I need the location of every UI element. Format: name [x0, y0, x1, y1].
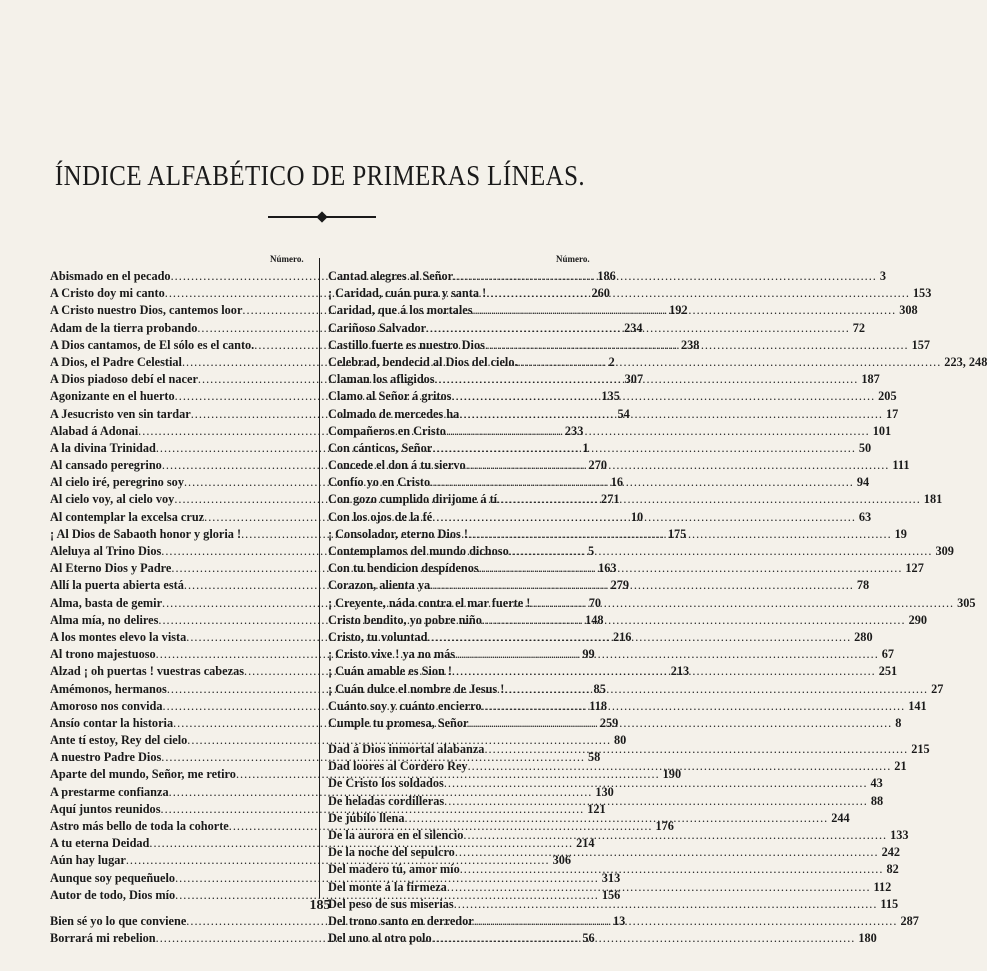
dot-leader: [453, 268, 877, 285]
entry-number: 306: [552, 853, 572, 868]
entry-number: 163: [598, 561, 617, 576]
entry-text: Cumple tu promesa, Señor: [328, 715, 469, 730]
entry-text: Amoroso nos convida: [50, 698, 163, 713]
dot-leader: [509, 543, 933, 560]
entry-text: Cuánto soy y cuánto encierro: [328, 698, 482, 713]
entry-number: 216: [613, 629, 632, 644]
entry-text: Al Eterno Dios y Padre: [50, 561, 172, 576]
dot-leader: [530, 595, 954, 612]
entry-text: A la divina Trinidad: [50, 440, 156, 455]
index-entry: [328, 827, 909, 844]
entry-number: 192: [669, 303, 688, 318]
entry-number: 21: [894, 759, 907, 774]
entry-number: 181: [923, 492, 943, 507]
entry-text: Del uno al otro polo: [328, 931, 432, 946]
entry-text: Al cielo voy, al cielo voy: [50, 492, 175, 507]
entry-number: 99: [582, 647, 595, 662]
entry-number: 2: [608, 354, 615, 369]
index-entry: [328, 612, 928, 629]
entry-number: 307: [624, 372, 644, 387]
entry-text: Autor de todo, Dios mío: [50, 887, 176, 902]
entry-number: 10: [630, 509, 644, 524]
dot-leader: [474, 913, 898, 930]
dot-leader: [444, 793, 868, 810]
entry-text: Contemplamos del mundo dichoso: [328, 544, 509, 558]
dot-leader: [455, 646, 879, 663]
entry-text: A Jesucristo ven sin tardar: [50, 406, 191, 421]
entry-text: A los montes elevo la vista: [50, 629, 187, 644]
entry-text: Alma mía, no delires: [50, 612, 159, 627]
entry-number: 280: [854, 629, 873, 644]
entry-number: 72: [852, 320, 866, 335]
entry-number: 27: [931, 681, 944, 696]
entry-text: Cristo, tu voluntad: [328, 629, 428, 644]
entry-text: Borrará mi rebelion: [50, 931, 156, 946]
dot-leader: [482, 612, 906, 629]
entry-number: 271: [601, 492, 620, 507]
entry-number: 186: [597, 269, 616, 283]
entry-text: Del peso de sus miserias: [328, 896, 454, 911]
dot-leader: [463, 827, 887, 844]
entry-number: 308: [899, 303, 918, 318]
entry-number: 215: [911, 742, 930, 757]
entry-text: ¡ Cuán amable es Sion !: [328, 664, 453, 679]
index-entry: [328, 440, 872, 457]
entry-text: A prestarme confianza: [50, 784, 169, 799]
entry-text: De júbilo llena: [328, 810, 405, 825]
entry-number: 176: [655, 819, 674, 833]
entry-number: 19: [894, 526, 907, 541]
dot-leader: [432, 440, 856, 457]
dot-leader: [485, 337, 909, 354]
entry-number: 3: [879, 269, 887, 283]
entry-text: Alma, basta de gemir: [50, 595, 163, 610]
entry-number: 88: [870, 793, 884, 808]
entry-number: 251: [878, 664, 898, 679]
entry-text: Ante tí estoy, Rey del cielo: [50, 733, 188, 748]
dot-leader: [460, 861, 884, 878]
entry-number: 121: [587, 801, 606, 816]
index-entry: [328, 646, 895, 663]
entry-number: 16: [610, 475, 623, 490]
entry-number: 1: [582, 440, 589, 455]
index-entry: [328, 423, 892, 440]
entry-text: Cariñoso Salvador: [328, 320, 427, 335]
index-entry: [328, 844, 901, 861]
entry-text: Confío yo en Cristo: [328, 475, 431, 490]
entry-text: ¡ Al Dios de Sabaoth honor y gloria !: [50, 526, 242, 541]
entry-number: 223, 248: [944, 354, 987, 369]
entry-number: 58: [587, 750, 601, 765]
entry-text: De la aurora en el silencio: [328, 828, 464, 842]
index-entry: [50, 732, 627, 749]
entry-number: 233: [564, 423, 584, 438]
entry-text: Alabad á Adonai: [50, 423, 139, 438]
entry-number: 234: [624, 320, 643, 335]
entry-text: A Cristo doy mi canto: [50, 286, 165, 301]
entry-number: 290: [908, 612, 928, 627]
entry-text: ¡ Consolador, eterno Dios !: [328, 526, 468, 541]
entry-number: 118: [589, 698, 608, 713]
entry-text: De heladas cordilleras: [328, 793, 445, 808]
entry-number: 82: [886, 862, 899, 877]
entry-number: 270: [588, 458, 607, 473]
entry-text: Amémonos, hermanos: [50, 681, 167, 696]
entry-number: 13: [613, 913, 626, 928]
entry-text: Ansío contar la historia: [50, 715, 174, 730]
entry-number: 130: [595, 784, 614, 799]
section-gap: [328, 732, 596, 741]
entry-text: Castillo fuerte es nuestro Dios: [328, 337, 485, 352]
left-number-header: Número.: [270, 254, 304, 264]
entry-number: 43: [870, 776, 883, 791]
entry-text: ¡ Creyente, náda contra el mar fuerte !: [328, 595, 531, 610]
entry-number: 259: [599, 715, 619, 730]
dot-leader: [444, 775, 868, 792]
dot-leader: [452, 663, 876, 680]
entry-number: 5: [587, 544, 595, 558]
dot-leader: [468, 526, 892, 543]
dot-leader: [405, 810, 829, 827]
entry-number: 190: [662, 767, 682, 782]
entry-text: Aleluya al Trino Dios: [50, 544, 162, 558]
entry-text: Al contemplar la excelsa cruz: [50, 509, 205, 524]
entry-number: 214: [576, 836, 595, 851]
entry-number: 8: [895, 715, 902, 730]
entry-number: 205: [878, 389, 897, 404]
entry-number: 50: [858, 440, 872, 455]
entry-text: Del madero tú, amor mío: [328, 862, 460, 877]
entry-number: 67: [881, 647, 895, 662]
entry-number: 180: [858, 931, 877, 946]
entry-number: 115: [880, 896, 899, 911]
entry-number: 101: [872, 423, 892, 438]
entry-text: De Cristo los soldados: [328, 776, 444, 791]
entry-text: Alzad ¡ oh puertas ! vuestras cabezas: [50, 664, 245, 679]
entry-number: 279: [610, 578, 630, 593]
entry-number: 94: [856, 475, 870, 490]
page-title: ÍNDICE ALFABÉTICO DE PRIMERAS LÍNEAS.: [54, 160, 586, 192]
entry-text: Con cánticos, Señor: [328, 440, 433, 455]
entry-number: 56: [582, 931, 595, 946]
entry-text: Al cansado peregrino: [50, 458, 162, 473]
entry-number: 242: [881, 845, 901, 860]
entry-text: Con tu bendicion despídenos: [328, 561, 479, 576]
entry-text: Claman los afligidos: [328, 372, 435, 387]
dot-leader: [455, 844, 879, 861]
entry-number: 111: [892, 458, 910, 473]
dot-leader: [486, 285, 910, 302]
entry-number: 213: [670, 664, 690, 679]
entry-text: A Dios cantamos, de El sólo es el canto.: [50, 337, 255, 352]
entry-text: Corazon, alienta ya: [328, 578, 431, 593]
entry-text: A Dios piadoso debí el nacer: [50, 372, 198, 387]
entry-text: Agonizante en el huerto: [50, 389, 175, 404]
entry-text: ¡ Cuán dulce el nombre de Jesus !: [328, 681, 505, 696]
index-entry: [328, 930, 877, 947]
dot-leader: [466, 457, 890, 474]
entry-number: 63: [858, 509, 872, 524]
entry-number: 70: [588, 595, 602, 610]
entry-text: ¡ Caridad, cuán pura y santa !: [328, 286, 487, 301]
dot-leader: [459, 406, 883, 423]
entry-text: Del monte á la firmeza: [328, 879, 447, 894]
entry-number: 287: [900, 913, 919, 928]
dot-leader: [484, 741, 908, 758]
dot-leader: [451, 388, 875, 405]
entry-text: Adam de la tierra probando: [50, 320, 198, 335]
entry-text: Aquí juntos reunidos: [50, 801, 161, 816]
dot-leader: [432, 509, 856, 526]
entry-number: 54: [617, 406, 630, 421]
dot-leader: [447, 879, 871, 896]
dot-leader: [468, 758, 892, 775]
dot-leader: [473, 302, 897, 319]
entry-number: 148: [585, 612, 604, 627]
entry-text: A Dios, el Padre Celestial: [50, 354, 182, 369]
entry-text: A nuestro Padre Dios: [50, 750, 162, 765]
entry-text: Celebrad, bendecid al Dios del cielo.: [328, 354, 518, 369]
entry-number: 78: [856, 578, 870, 593]
entry-text: Clamo al Señor á gritos: [328, 389, 452, 404]
entry-number: 156: [601, 887, 621, 902]
entry-number: 309: [935, 544, 954, 558]
entry-number: 175: [667, 526, 687, 541]
entry-text: Caridad, que á los mortales: [328, 303, 473, 318]
dot-leader: [469, 715, 893, 732]
entry-text: Compañeros en Cristo: [328, 423, 446, 438]
dot-leader: [497, 491, 921, 508]
entry-number: 112: [873, 879, 892, 894]
entry-number: 141: [908, 698, 927, 713]
entry-text: Dad á Dios inmortal alabanza: [328, 742, 485, 757]
entry-text: Dad loores al Cordero Rey: [328, 759, 468, 774]
dot-leader: [518, 354, 942, 371]
entry-number: 313: [601, 870, 621, 885]
entry-number: 17: [886, 406, 899, 421]
rule-ornament: [316, 211, 327, 222]
page-number: 185: [309, 898, 331, 913]
dot-leader: [430, 577, 854, 594]
entry-text: A tu eterna Deidad: [50, 836, 150, 851]
entry-text: A Cristo nuestro Dios, cantemos loor: [50, 303, 243, 318]
entry-number: 80: [614, 733, 627, 748]
entry-text: Concede el don á tu siervo: [328, 458, 466, 473]
entry-text: Cristo bendito, yo pobre niño: [328, 612, 482, 627]
entry-text: Del trono santo en derredor: [328, 913, 474, 928]
dot-leader: [481, 698, 905, 715]
entry-text: Cantad alegres al Señor: [328, 269, 454, 283]
entry-number: 157: [911, 337, 931, 352]
entry-number: 153: [912, 286, 932, 301]
dot-leader: [427, 629, 851, 646]
entry-text: Aparte del mundo, Señor, me retiro: [50, 767, 236, 782]
dot-leader: [479, 560, 903, 577]
entry-text: De la noche del sepulcro: [328, 845, 455, 860]
entry-text: Allí la puerta abierta está: [50, 578, 184, 593]
dot-leader: [504, 681, 928, 698]
dot-leader: [426, 320, 850, 337]
entry-number: 85: [593, 681, 606, 696]
entry-text: Con los ojos de la fé: [328, 509, 433, 524]
entry-text: ¡ Cristo vive ! ya no más: [328, 647, 456, 662]
entry-text: Bien sé yo lo que conviene: [50, 913, 187, 928]
entry-number: 187: [861, 372, 880, 387]
entry-text: Al cielo iré, peregrino soy: [50, 475, 184, 490]
dot-leader: [432, 930, 856, 947]
entry-text: Al trono majestuoso: [50, 647, 156, 662]
entry-text: Astro más bello de toda la cohorte: [50, 819, 229, 833]
entry-text: Colmado de mercedes ha: [328, 406, 460, 421]
index-entry: [328, 595, 976, 612]
right-number-header: Número.: [556, 254, 590, 264]
entry-number: 238: [680, 337, 700, 352]
entry-number: 260: [591, 286, 610, 301]
entry-number: 135: [601, 389, 620, 404]
entry-number: 133: [890, 828, 909, 842]
entry-text: Aunque soy pequeñuelo: [50, 870, 176, 885]
entry-text: Con gozo cumplido dirijome á tí: [328, 492, 498, 507]
index-entry: [328, 543, 954, 560]
entry-number: 244: [831, 810, 850, 825]
entry-number: 127: [905, 561, 924, 576]
entry-number: 305: [957, 595, 976, 610]
dot-leader: [435, 371, 859, 388]
index-entry: [328, 354, 987, 371]
entry-text: Abismado en el pecado: [50, 269, 171, 283]
entry-text: Aún hay lugar: [50, 853, 126, 868]
dot-leader: [430, 474, 854, 491]
dot-leader: [446, 423, 870, 440]
